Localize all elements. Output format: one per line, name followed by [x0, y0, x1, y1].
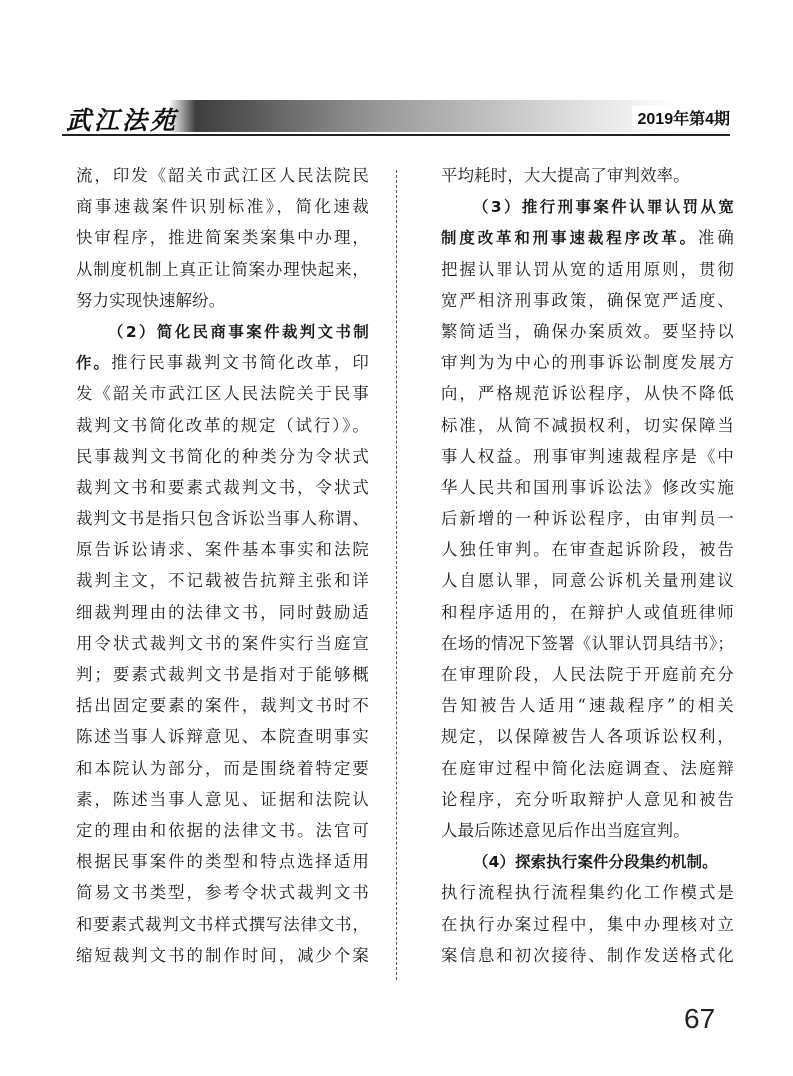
bold-heading-text: （3）推行刑事案件认罪认罚从宽 — [473, 198, 734, 217]
text-line — [441, 472, 734, 503]
bold-heading-text: 作。 — [76, 354, 112, 373]
body-text: 宽严相济刑事政策，确保宽严适度、 — [441, 290, 734, 310]
text-line — [441, 191, 734, 222]
text-line — [76, 534, 369, 565]
text-line — [441, 534, 734, 565]
body-text: 推行民事裁判文书简化改革，印 — [111, 353, 369, 373]
text-line — [441, 160, 734, 191]
bold-heading-text: （4）探索执行案件分段集约机制。 — [473, 853, 718, 872]
body-text: 流，印发《韶关市武江区人民法院民 — [76, 166, 369, 185]
body-text: 向，严格规范诉讼程序，从快不降低 — [441, 384, 734, 404]
text-line — [441, 846, 734, 877]
text-line — [441, 347, 734, 378]
text-line — [76, 597, 369, 628]
body-text: 准确 — [698, 228, 734, 248]
journal-title: 武江法苑 — [66, 106, 179, 135]
body-text: 和本院认为部分，而是围绕着特定要 — [76, 758, 369, 778]
text-line — [76, 285, 369, 316]
body-text: 商事速裁案件识别标准》，简化速裁 — [76, 197, 369, 217]
text-line — [76, 441, 369, 472]
body-text: 根据民事案件的类型和特点选择适用 — [76, 852, 369, 872]
text-line — [76, 378, 369, 409]
body-text: 在庭审过程中简化法庭调查、法庭辩 — [441, 758, 734, 778]
text-line — [441, 565, 734, 596]
text-line — [441, 784, 734, 815]
body-text: 素，陈述当事人意见、证据和法院认 — [76, 789, 369, 809]
text-line — [76, 160, 369, 191]
text-line — [441, 940, 734, 971]
text-line — [76, 222, 369, 253]
body-text: 繁简适当，确保办案质效。要坚持以 — [441, 321, 734, 341]
body-text: 审判为为中心的刑事诉讼制度发展方 — [441, 353, 734, 373]
text-line — [441, 410, 734, 441]
body-text: 裁判主文，不记载被告抗辩主张和详 — [76, 571, 369, 591]
body-text: 平均耗时，大大提高了审判效率。 — [441, 166, 690, 185]
text-line — [76, 690, 369, 721]
text-line — [441, 753, 734, 784]
body-text: 缩短裁判文书的制作时间，减少个案 — [76, 945, 369, 965]
body-text: 和程序适用的，在辩护人或值班律师 — [441, 602, 734, 622]
text-line — [441, 690, 734, 721]
body-text: 标准，从简不减损权利，切实保障当 — [441, 415, 734, 435]
body-text: 民事裁判文书简化的种类分为令状式 — [76, 446, 369, 466]
body-text: 简易文书类型，参考令状式裁判文书 — [76, 883, 369, 903]
text-line — [76, 472, 369, 503]
text-line — [76, 254, 369, 285]
body-text: 案信息和初次接待、制作发送格式化 — [441, 945, 734, 965]
text-line — [76, 316, 369, 347]
body-text: 用令状式裁判文书的案件实行当庭宣 — [76, 633, 369, 653]
body-text: 在场的情况下签署《认罪认罚具结书》； — [441, 633, 734, 653]
text-line — [441, 254, 734, 285]
text-line — [441, 909, 734, 940]
text-line — [76, 503, 369, 534]
issue-label: 2019年第4期 — [632, 106, 731, 129]
body-text: 人独任审判。在审查起诉阶段，被告 — [441, 540, 734, 560]
text-line — [441, 597, 734, 628]
text-line — [76, 628, 369, 659]
text-line — [76, 565, 369, 596]
text-line — [76, 753, 369, 784]
body-text: 论程序，充分听取辩护人意见和被告 — [441, 789, 734, 809]
text-line — [441, 378, 734, 409]
text-line — [76, 815, 369, 846]
body-text: 裁判文书简化改革的规定（试行）》。 — [76, 415, 369, 435]
text-line — [441, 721, 734, 752]
body-text: 在执行办案过程中，集中办理核对立 — [441, 914, 734, 934]
body-text: 华人民共和国刑事诉讼法》修改实施 — [441, 477, 734, 497]
body-text: 快审程序，推进简案类案集中办理， — [76, 228, 369, 248]
body-text: 规定，以保障被告人各项诉讼权利， — [441, 727, 734, 747]
body-text: 和要素式裁判文书样式撰写法律文书， — [76, 914, 369, 934]
column-divider — [396, 170, 397, 980]
bold-heading-text: （2）简化民商事案件裁判文书制 — [108, 322, 369, 341]
text-line — [76, 784, 369, 815]
running-header — [62, 100, 730, 136]
body-text: 原告诉讼请求、案件基本事实和法院 — [76, 540, 369, 560]
right-text-column — [441, 160, 734, 971]
body-text: 把握认罪认罚从宽的适用原则，贯彻 — [441, 259, 734, 279]
body-text: 发《韶关市武江区人民法院关于民事 — [76, 384, 369, 404]
body-text: 定的理由和依据的法律文书。法官可 — [76, 820, 369, 840]
text-line — [76, 940, 369, 971]
text-line — [76, 347, 369, 378]
page-number: 67 — [684, 1003, 716, 1034]
body-text: 细裁判理由的法律文书，同时鼓励适 — [76, 602, 369, 622]
text-line — [76, 909, 369, 940]
body-text: 人最后陈述意见后作出当庭宣判。 — [441, 820, 690, 840]
text-line — [441, 815, 734, 846]
text-line — [441, 285, 734, 316]
text-line — [76, 721, 369, 752]
body-text: 告知被告人适用“速裁程序”的相关 — [441, 696, 734, 716]
text-line — [76, 191, 369, 222]
body-text: 后新增的一种诉讼程序，由审判员一 — [441, 509, 734, 529]
body-text: 在审理阶段，人民法院于开庭前充分 — [441, 665, 734, 684]
body-text: 事人权益。刑事审判速裁程序是《中 — [441, 446, 734, 466]
bold-heading-text: 制度改革和刑事速裁程序改革。 — [441, 229, 699, 248]
body-text: 裁判文书和要素式裁判文书，令状式 — [76, 477, 369, 497]
body-text: 判；要素式裁判文书是指对于能够概 — [76, 665, 369, 684]
body-text: 从制度机制上真正让简案办理快起来， — [76, 259, 369, 279]
text-line — [76, 410, 369, 441]
text-line — [441, 316, 734, 347]
body-text: 努力实现快速解纷。 — [76, 290, 226, 310]
body-text: 陈述当事人诉辩意见、本院查明事实 — [76, 727, 369, 747]
text-line — [441, 222, 734, 253]
text-line — [441, 441, 734, 472]
text-line — [76, 846, 369, 877]
body-text: 执行流程执行流程集约化工作模式是 — [441, 883, 734, 903]
text-line — [441, 628, 734, 659]
body-text: 人自愿认罪，同意公诉机关量刑建议 — [441, 571, 734, 591]
text-line — [76, 659, 369, 690]
body-text: 括出固定要素的案件，裁判文书时不 — [76, 696, 369, 716]
text-line — [76, 877, 369, 908]
text-line — [441, 659, 734, 690]
text-line — [441, 877, 734, 908]
left-text-column — [76, 160, 369, 971]
body-text: 裁判文书是指只包含诉讼当事人称谓、 — [76, 509, 369, 529]
text-line — [441, 503, 734, 534]
